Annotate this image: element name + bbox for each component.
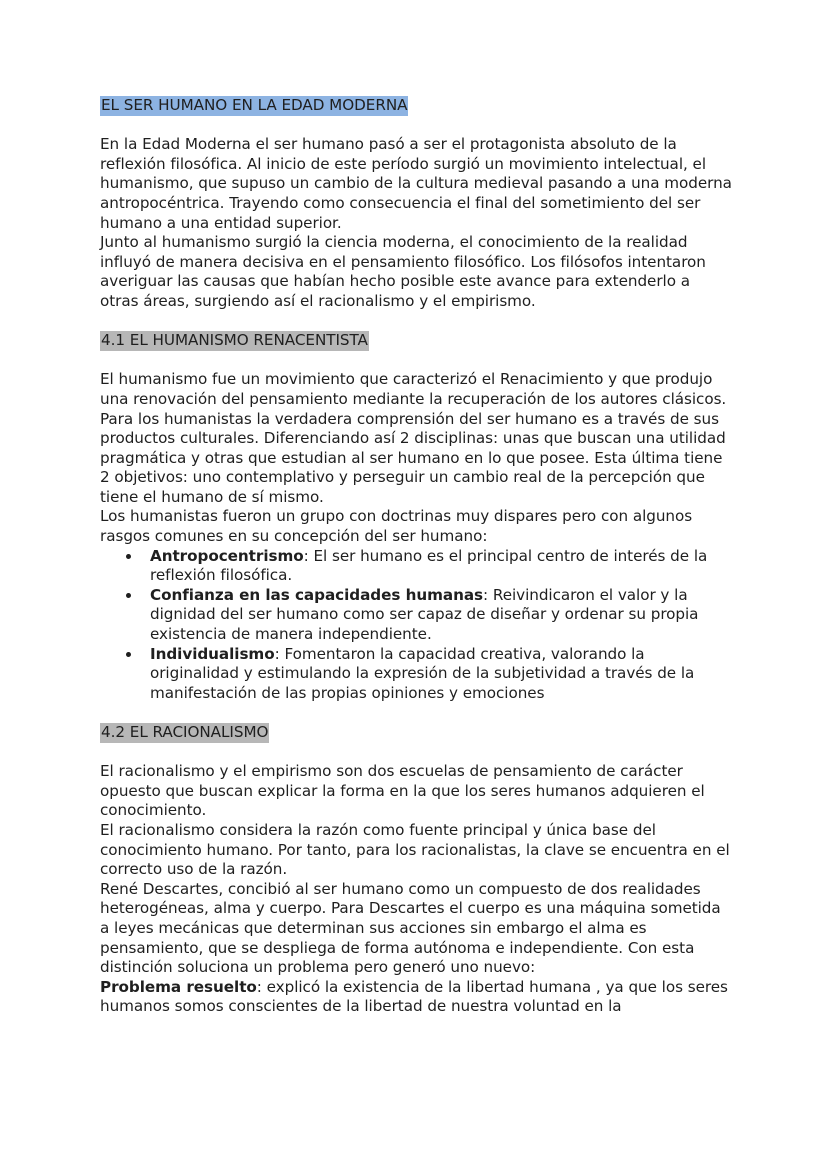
document-title <box>100 96 732 116</box>
bullet-term: Confianza en las capacidades humanas <box>150 585 484 604</box>
section-heading-racionalismo <box>100 723 732 743</box>
bullet-term: Antropocentrismo <box>150 546 304 565</box>
spacer <box>100 351 732 371</box>
section-highlight: 4.1 EL HUMANISMO RENACENTISTA <box>101 331 368 350</box>
spacer <box>100 312 732 332</box>
body-paragraph-final <box>100 978 732 1017</box>
intro-paragraph: En la Edad Moderna el ser humano pasó a ser el protagonista absoluto de la reflexión filosófica. Al inicio de este período surgió un movimiento intelectual, el humanismo, que supuso un cambio de la cultura medieval pasando a una moderna antropocéntrica. Trayendo como consecuencia el final del sometimiento del ser humano a una entidad superior. <box>100 135 732 232</box>
spacer <box>100 116 732 136</box>
section-highlight: 4.2 EL RACIONALISMO <box>101 723 269 741</box>
body-paragraph: El racionalismo y el empirismo son dos escuelas de pensamiento de carácter opuesto que buscan explicar la forma en la que los seres humanos adquieren el conocimiento. <box>100 762 705 820</box>
document-page <box>100 96 732 1017</box>
bullet-text: : Fomentaron la capacidad creativa, valorando la originalidad y estimulando la expresión de la subjetividad a través de la manifestación de las propias opiniones y emociones <box>150 644 695 702</box>
list-item <box>150 586 732 645</box>
spacer <box>100 743 732 763</box>
title-highlight: EL SER HUMANO EN LA EDAD MODERNA <box>101 96 408 114</box>
section-heading-humanismo <box>100 331 732 351</box>
intro-paragraph: Junto al humanismo surgió la ciencia moderna, el conocimiento de la realidad influyó de manera decisiva en el pensamiento filosófico. Los filósofos intentaron averiguar las causas que habían hecho posible este avance para extenderlo a otras áreas, surgiendo así el racionalismo y el empirismo. <box>100 233 706 310</box>
bullet-list <box>100 547 732 704</box>
bullet-text: : El ser humano es el principal centro de interés de la reflexión filosófica. <box>150 546 708 585</box>
list-item <box>150 645 732 704</box>
bullet-text: : Reivindicaron el valor y la dignidad del ser humano como ser capaz de diseñar y ordenar su propia existencia de manera independiente. <box>150 585 699 644</box>
list-item <box>150 547 732 586</box>
inline-term: Problema resuelto <box>100 977 257 996</box>
body-paragraph: Los humanistas fueron un grupo con doctrinas muy dispares pero con algunos rasgos comunes en su concepción del ser humano: <box>100 507 693 546</box>
body-paragraph: El humanismo fue un movimiento que caracterizó el Renacimiento y que produjo una renovación del pensamiento mediante la recuperación de los autores clásicos. Para los humanistas la verdadera comprensión del ser humano es a través de sus productos culturales. Diferenciando así 2 disciplinas: unas que buscan una utilidad pragmática y otras que estudian al ser humano en lo que posee. Esta última tiene 2 objetivos: uno contemplativo y perseguir un cambio real de la percepción que tiene el humano de sí mismo. <box>100 370 727 506</box>
bullet-term: Individualismo <box>150 644 275 663</box>
body-paragraph: René Descartes, concibió al ser humano como un compuesto de dos realidades heterogéneas, alma y cuerpo. Para Descartes el cuerpo es una máquina sometida a leyes mecánicas que determinan sus acciones sin embargo el alma es pensamiento, que se despliega de forma autónoma e independiente. Con esta distinción soluciona un problema pero generó uno nuevo: <box>100 879 721 977</box>
inline-text: : explicó la existencia de la libertad humana , ya que los seres humanos somos conscientes de la libertad de nuestra voluntad en la <box>100 977 728 1016</box>
spacer <box>100 703 732 723</box>
body-paragraph: El racionalismo considera la razón como fuente principal y única base del conocimiento humano. Por tanto, para los racionalistas, la clave se encuentra en el correcto uso de la razón. <box>100 820 730 879</box>
